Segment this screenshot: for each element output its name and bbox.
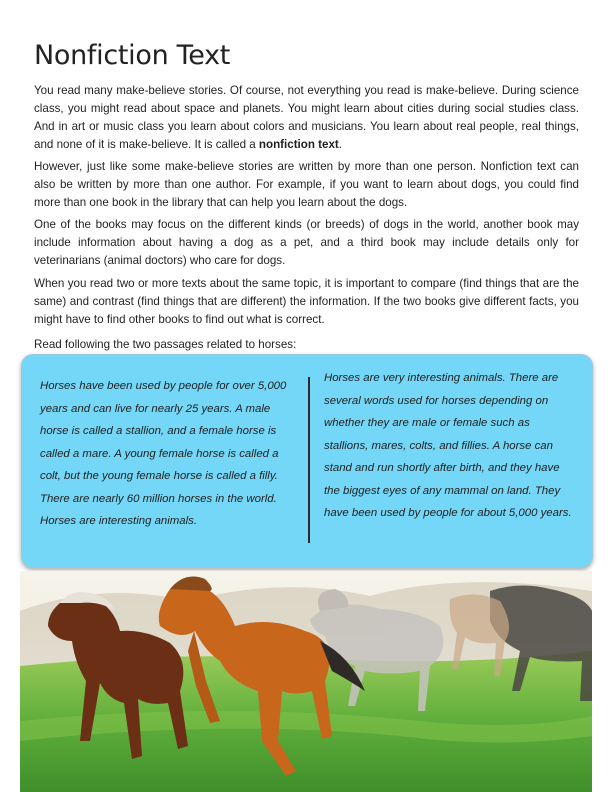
passage-left: Horses have been used by people for over 5,000 years and can live for nearly 25 years. A male horse is called a stallion, and a female horse is called a mare. A young female horse is called a colt, but the young female horse is called a filly. There are nearly 60 million horses in the world. Horses are interesting animals. xyxy=(40,380,287,527)
running-horses-illustration xyxy=(20,571,592,792)
compare-contrast-paragraph: When you read two or more texts about the same topic, it is important to compare (find things that are the same) and contrast (find things that are different) the information. If the two books give different facts, you might have to find other books to find out what is correct. xyxy=(34,277,579,326)
instruction-line: Read following the two passages related to horses: xyxy=(34,338,297,351)
page-title: Nonfiction Text xyxy=(34,40,231,71)
nonfiction-term: nonfiction text xyxy=(258,138,339,151)
intro-text: You read many make-believe stories. Of course, not everything you read is make-believe. During science class, you might read about space and planets. You might learn about cities during social studies class. And in art or music class you learn about colors and musicians. You learn about real people, real things, and none of it is make-believe. It is called a xyxy=(34,84,579,151)
passages-panel xyxy=(21,354,593,568)
intro-paragraph xyxy=(34,82,579,154)
authors-paragraph: However, just like some make-believe stories are written by more than one person. Nonfiction text can also be written by more than one author. For example, if you want to learn about dogs, you could find more than one book in the library that can help you learn about the dogs. xyxy=(34,160,579,209)
intro-end: . xyxy=(338,138,343,151)
passage-right: Horses are very interesting animals. There are several words used for horses depending on whether they are male or female such as stallions, mares, colts, and fillies. A horse can stand and run shortly after birth, and they have the biggest eyes of any mammal on land. They have been used by people for about 5,000 years. xyxy=(324,372,572,519)
passage-divider xyxy=(308,377,310,543)
dog-books-paragraph: One of the books may focus on the different kinds (or breeds) of dogs in the world, another book may include information about having a dog as a pet, and a third book may include details only for veterinarians (animal doctors) who care for dogs. xyxy=(34,218,579,267)
